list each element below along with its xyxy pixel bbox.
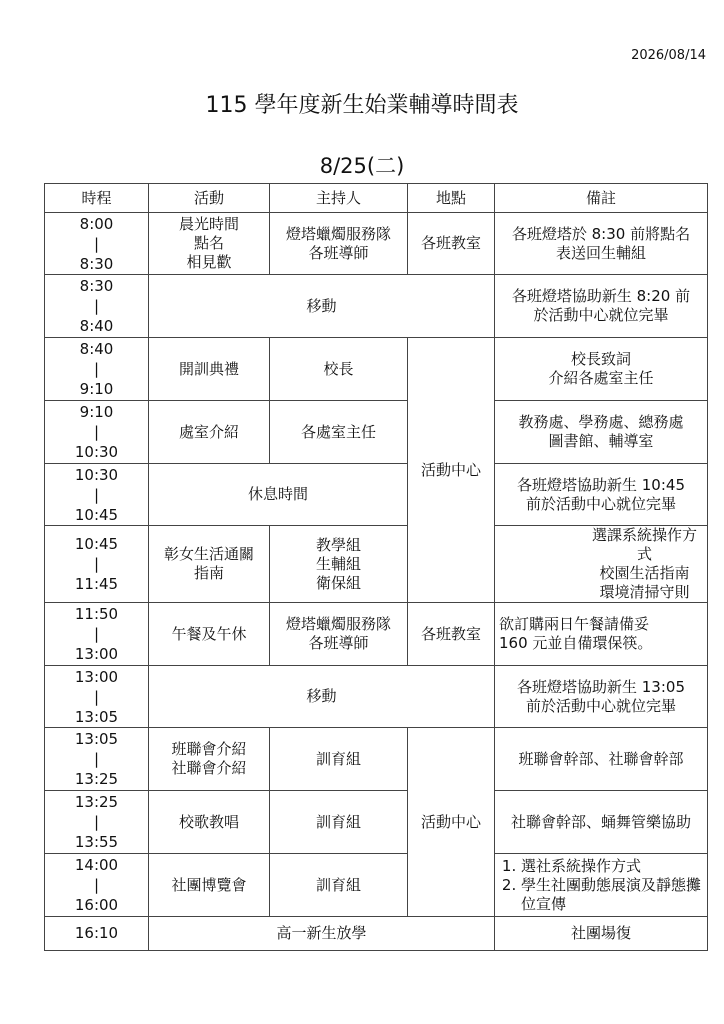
time-cell bbox=[45, 728, 149, 791]
column-header: 活動 bbox=[149, 184, 270, 213]
end-time: 9:10 bbox=[79, 380, 114, 398]
end-time: 8:30 bbox=[79, 254, 114, 273]
start-time: 10:45 bbox=[74, 535, 119, 553]
print-date: 2026/08/14 bbox=[631, 48, 706, 63]
note-cell: 班聯會幹部、社聯會幹部 bbox=[495, 728, 708, 791]
table-row bbox=[45, 275, 708, 338]
note-cell: 各班燈塔協助新生 10:45 前於活動中心就位完畢 bbox=[495, 464, 708, 526]
activity-cell: 社團博覽會 bbox=[149, 854, 270, 917]
activity-cell: 班聯會介紹 社聯會介紹 bbox=[149, 728, 270, 791]
note-list bbox=[499, 857, 703, 914]
start-time: 8:40 bbox=[79, 340, 114, 358]
time-separator: | bbox=[93, 625, 100, 643]
activity-cell: 處室介紹 bbox=[149, 401, 270, 464]
time-cell bbox=[45, 401, 149, 464]
time-cell bbox=[45, 213, 149, 275]
column-header: 地點 bbox=[408, 184, 495, 213]
end-time: 13:25 bbox=[74, 770, 119, 788]
location-cell: 各班教室 bbox=[408, 603, 495, 666]
table-row bbox=[45, 791, 708, 854]
table-row bbox=[45, 338, 708, 401]
table-row bbox=[45, 213, 708, 275]
end-time: 13:00 bbox=[74, 645, 119, 663]
time-cell bbox=[45, 526, 149, 603]
activity-cell: 休息時間 bbox=[149, 464, 408, 526]
list-item: 2. 學生社團動態展演及靜態攤位宣傳 bbox=[521, 876, 703, 914]
end-time: 13:55 bbox=[74, 833, 119, 851]
table-row bbox=[45, 401, 708, 464]
time-separator: | bbox=[93, 234, 100, 253]
activity-cell: 午餐及午休 bbox=[149, 603, 270, 666]
host-cell: 校長 bbox=[270, 338, 408, 401]
end-time: 13:05 bbox=[74, 707, 119, 726]
host-cell: 燈塔蠟燭服務隊 各班導師 bbox=[270, 213, 408, 275]
activity-cell: 移動 bbox=[149, 275, 495, 338]
table-row bbox=[45, 854, 708, 917]
activity-cell: 彰女生活通關 指南 bbox=[149, 526, 270, 603]
start-time: 9:10 bbox=[79, 403, 114, 421]
note-cell bbox=[495, 854, 708, 917]
note-cell: 社聯會幹部、蛹舞管樂協助 bbox=[495, 791, 708, 854]
time-separator: | bbox=[93, 750, 100, 768]
activity-cell: 開訓典禮 bbox=[149, 338, 270, 401]
end-time: 10:45 bbox=[74, 505, 119, 524]
activity-cell: 晨光時間 點名 相見歡 bbox=[149, 213, 270, 275]
table-row bbox=[45, 464, 708, 526]
time-cell bbox=[45, 338, 149, 401]
end-time: 8:40 bbox=[79, 317, 114, 335]
table-row bbox=[45, 603, 708, 666]
time-cell bbox=[45, 854, 149, 917]
table-row bbox=[45, 917, 708, 951]
time-cell bbox=[45, 603, 149, 666]
activity-cell: 高一新生放學 bbox=[149, 917, 495, 951]
host-cell: 燈塔蠟燭服務隊 各班導師 bbox=[270, 603, 408, 666]
location-cell: 活動中心 bbox=[408, 338, 495, 603]
host-cell: 訓育組 bbox=[270, 791, 408, 854]
time-separator: | bbox=[93, 485, 100, 504]
time-separator: | bbox=[93, 813, 100, 831]
activity-cell: 校歌教唱 bbox=[149, 791, 270, 854]
start-time: 14:00 bbox=[74, 856, 119, 874]
time-cell bbox=[45, 791, 149, 854]
time-separator: | bbox=[93, 876, 100, 894]
note-cell: 欲訂購兩日午餐請備妥 160 元並自備環保筷。 bbox=[495, 603, 708, 666]
time-separator: | bbox=[93, 423, 100, 441]
column-header: 備註 bbox=[495, 184, 708, 213]
time-separator: | bbox=[93, 297, 100, 315]
time-separator: | bbox=[93, 687, 100, 706]
start-time: 13:25 bbox=[74, 793, 119, 811]
host-cell: 訓育組 bbox=[270, 854, 408, 917]
location-cell: 各班教室 bbox=[408, 213, 495, 275]
host-cell: 各處室主任 bbox=[270, 401, 408, 464]
table-row bbox=[45, 526, 708, 603]
start-time: 8:00 bbox=[79, 214, 114, 233]
start-time: 13:00 bbox=[74, 667, 119, 686]
note-cell: 校長致詞 介紹各處室主任 bbox=[495, 338, 708, 401]
schedule-table bbox=[44, 183, 708, 951]
table-header-row bbox=[45, 184, 708, 213]
list-item: 1. 選社系統操作方式 bbox=[521, 857, 703, 876]
note-cell: 各班燈塔協助新生 8:20 前 於活動中心就位完畢 bbox=[495, 275, 708, 338]
column-header: 主持人 bbox=[270, 184, 408, 213]
end-time: 16:00 bbox=[74, 896, 119, 914]
time-cell bbox=[45, 464, 149, 526]
time-separator: | bbox=[93, 555, 100, 573]
end-time: 11:45 bbox=[74, 575, 119, 593]
start-time: 11:50 bbox=[74, 605, 119, 623]
schedule-date: 8/25(二) bbox=[319, 154, 405, 178]
host-cell: 訓育組 bbox=[270, 728, 408, 791]
host-cell: 教學組 生輔組 衛保組 bbox=[270, 526, 408, 603]
note-cell: 教務處、學務處、總務處 圖書館、輔導室 bbox=[495, 401, 708, 464]
time-cell: 16:10 bbox=[45, 917, 149, 951]
activity-cell: 移動 bbox=[149, 666, 495, 728]
table-row bbox=[45, 728, 708, 791]
table-row bbox=[45, 666, 708, 728]
note-cell: 各班燈塔協助新生 13:05 前於活動中心就位完畢 bbox=[495, 666, 708, 728]
start-time: 8:30 bbox=[79, 277, 114, 295]
location-cell: 活動中心 bbox=[408, 728, 495, 917]
page-title: 115 學年度新生始業輔導時間表 bbox=[205, 93, 519, 118]
time-cell bbox=[45, 666, 149, 728]
note-cell: 選課系統操作方式 校園生活指南 環境清掃守則 bbox=[495, 526, 708, 603]
column-header: 時程 bbox=[45, 184, 149, 213]
start-time: 10:30 bbox=[74, 465, 119, 484]
end-time: 10:30 bbox=[74, 443, 119, 461]
time-cell bbox=[45, 275, 149, 338]
start-time: 13:05 bbox=[74, 730, 119, 748]
time-separator: | bbox=[93, 360, 100, 378]
note-cell: 各班燈塔於 8:30 前將點名 表送回生輔組 bbox=[495, 213, 708, 275]
note-cell: 社團場復 bbox=[495, 917, 708, 951]
